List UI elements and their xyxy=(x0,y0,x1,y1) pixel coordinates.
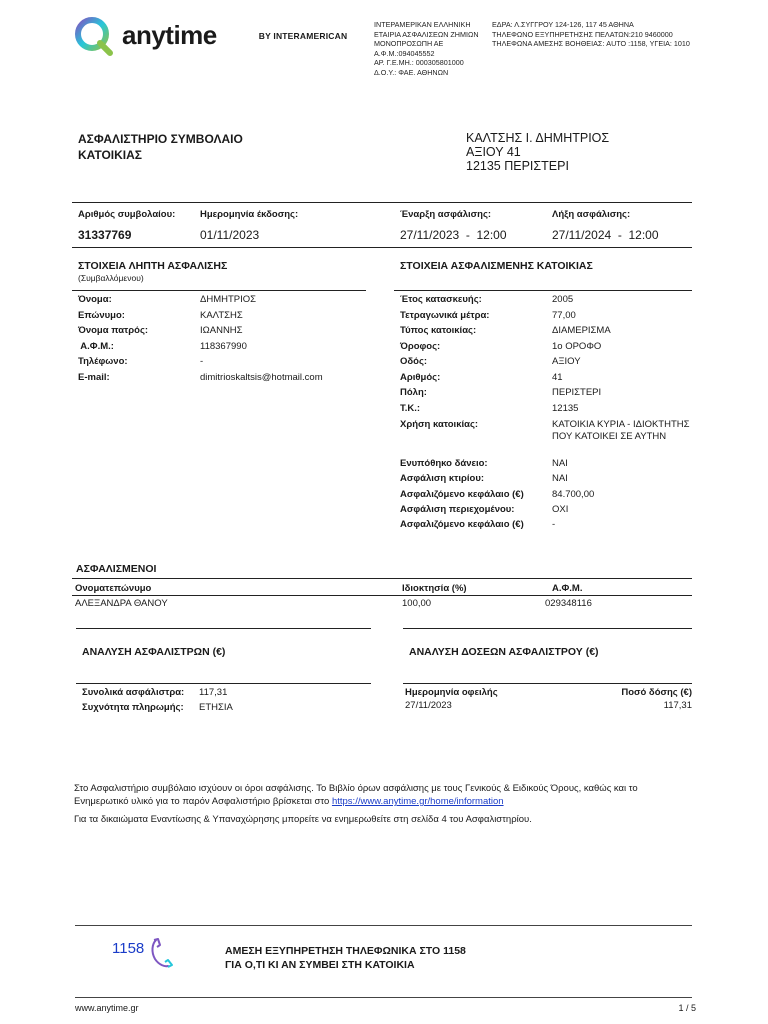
company-line: ΜΟΝΟΠΡΟΣΩΠΗ ΑΕ xyxy=(374,39,444,49)
divider xyxy=(76,628,371,629)
premium-section-title: ΑΝΑΛΥΣΗ ΑΣΦΑΛΙΣΤΡΩΝ (€) xyxy=(82,646,226,658)
insured-afm: 029348116 xyxy=(545,598,592,609)
divider xyxy=(72,578,692,579)
start-date: 27/11/2023 - 12:00 xyxy=(400,228,507,242)
footer-service-text xyxy=(225,944,466,972)
property-field-label: Ενυπόθηκο δάνειο: xyxy=(400,458,488,469)
property-field-value: ΚΑΤΟΙΚΙΑ ΚΥΡΙΑ - ΙΔΙΟΚΤΗΤΗΣ ΠΟΥ ΚΑΤΟΙΚΕΙ ΣΕ ΑΥΤΗΝ xyxy=(552,419,690,442)
recipient-line: 12135 ΠΕΡΙΣΤΕΡΙ xyxy=(466,159,569,173)
insured-name: ΑΛΕΞΑΝΔΡΑ ΘΑΝΟΥ xyxy=(75,598,168,609)
rights-note: Για τα δικαιώματα Εναντίωσης & Υπαναχώρησης μπορείτε να ενημερωθείτε στη σελίδα 4 του Ασφαλιστηρίου. xyxy=(74,814,532,825)
holder-section-title: ΣΤΟΙΧΕΙΑ ΛΗΠΤΗ ΑΣΦΑΛΙΣΗΣ xyxy=(78,260,228,272)
holder-field-value: ΙΩΑΝΝΗΣ xyxy=(200,325,243,336)
policy-number-label: Αριθμός συμβολαίου: xyxy=(78,209,176,220)
policy-number: 31337769 xyxy=(78,228,132,242)
property-field-label: Τετραγωνικά μέτρα: xyxy=(400,310,490,321)
holder-field-label: Τηλέφωνο: xyxy=(78,356,128,367)
document-title-line: ΑΣΦΑΛΙΣΤΗΡΙΟ ΣΥΜΒΟΛΑΙΟ xyxy=(78,132,243,146)
holder-section-subtitle: (Συμβαλλόμενου) xyxy=(78,273,144,283)
property-field-label: Χρήση κατοικίας: xyxy=(400,419,479,430)
divider xyxy=(403,628,692,629)
divider xyxy=(72,595,692,596)
property-field-label: Ασφάλιση περιεχομένου: xyxy=(400,504,515,515)
brand-logo xyxy=(72,12,362,58)
terms-info-link[interactable]: https://www.anytime.gr/home/information xyxy=(331,796,504,807)
issue-date-label: Ημερομηνία έκδοσης: xyxy=(200,209,299,220)
holder-field-value: ΔΗΜΗΤΡΙΟΣ xyxy=(200,294,257,305)
property-field-label: Ασφαλιζόμενο κεφάλαιο (€) xyxy=(400,489,524,500)
start-date-label: Έναρξη ασφάλισης: xyxy=(400,209,492,220)
recipient-line: ΚΑΛΤΣΗΣ Ι. ΔΗΜΗΤΡΙΟΣ xyxy=(466,131,610,145)
property-field-value: 41 xyxy=(552,372,563,383)
property-field-label: Ασφαλιζόμενο κεφάλαιο (€) xyxy=(400,519,524,530)
contact-line: ΤΗΛΕΦΩΝΟ ΕΞΥΠΗΡΕΤΗΣΗΣ ΠΕΛΑΤΩΝ:210 9460000 xyxy=(492,29,673,39)
holder-field-value: ΚΑΛΤΣΗΣ xyxy=(200,310,243,321)
holder-field-label: Επώνυμο: xyxy=(78,310,125,321)
holder-field-value: 118367990 xyxy=(200,341,247,352)
document-title xyxy=(78,131,243,163)
divider xyxy=(72,202,692,203)
insured-header-afm: Α.Φ.Μ. xyxy=(552,583,583,594)
property-field-value: ΑΞΙΟΥ xyxy=(552,356,581,367)
property-field-label: Όροφος: xyxy=(400,341,441,352)
footer-website[interactable]: www.anytime.gr xyxy=(75,1003,139,1013)
property-field-value: ΝΑΙ xyxy=(552,473,568,484)
brand-name: anytime xyxy=(122,19,217,50)
divider xyxy=(403,683,692,684)
installment-amount-header: Ποσό δόσης (€) xyxy=(621,687,692,698)
property-field-value: 77,00 xyxy=(552,310,576,321)
contact-line: ΤΗΛΕΦΩΝΑ ΑΜΕΣΗΣ ΒΟΗΘΕΙΑΣ: AUTO :1158, ΥΓΕΙΑ: 1010 xyxy=(492,39,690,49)
property-field-value: - xyxy=(552,519,556,530)
divider xyxy=(76,683,371,684)
property-field-label: Τύπος κατοικίας: xyxy=(400,325,477,336)
holder-field-label: E-mail: xyxy=(78,372,110,383)
installment-date: 27/11/2023 xyxy=(405,700,452,711)
property-field-value: ΟΧΙ xyxy=(552,504,569,515)
divider xyxy=(72,247,692,248)
recipient-line: ΑΞΙΟΥ 41 xyxy=(466,145,521,159)
holder-field-value: - xyxy=(200,356,204,367)
document-title-line: ΚΑΤΟΙΚΙΑΣ xyxy=(78,148,142,162)
holder-field-label: Όνομα πατρός: xyxy=(78,325,149,336)
property-field-value: ΝΑΙ xyxy=(552,458,568,469)
insured-header-name: Ονοματεπώνυμο xyxy=(75,583,152,594)
company-line: ΑΡ. Γ.Ε.ΜΗ.: 000305801000 xyxy=(374,58,464,68)
property-field-value: 2005 xyxy=(552,294,574,305)
divider xyxy=(394,290,692,291)
terms-note-text: Στο Ασφαλιστήριο συμβόλαιο ισχύουν οι όροι ασφάλισης. Το Βιβλίο όρων ασφάλισης με τους Γενικούς & Ειδικούς Όρους, καθώς και το Ενημερωτικό υλικό για το παρόν Ασφαλιστήριο βρίσκεται στο xyxy=(74,783,638,807)
holder-field-value: dimitrioskaltsis@hotmail.com xyxy=(200,372,323,383)
company-line: Δ.Ο.Υ.: ΦΑΕ. ΑΘΗΝΩΝ xyxy=(374,67,449,77)
premium-frequency: ΕΤΗΣΙΑ xyxy=(199,702,233,713)
recipient-address xyxy=(466,131,609,173)
footer-service-line: ΓΙΑ Ο,ΤΙ ΚΙ ΑΝ ΣΥΜΒΕΙ ΣΤΗ ΚΑΤΟΙΚΙΑ xyxy=(225,959,415,971)
issue-date: 01/11/2023 xyxy=(200,228,260,242)
insured-section-title: ΑΣΦΑΛΙΣΜΕΝΟΙ xyxy=(76,563,157,575)
company-line: ΕΤΑΙΡΙΑ ΑΣΦΑΛΙΣΕΩΝ ΖΗΜΙΩΝ xyxy=(374,29,479,39)
company-info xyxy=(374,20,492,78)
property-field-value: 12135 xyxy=(552,403,579,414)
property-field-label: Οδός: xyxy=(400,356,428,367)
insured-ownership: 100,00 xyxy=(402,598,432,609)
property-section-title: ΣΤΟΙΧΕΙΑ ΑΣΦΑΛΙΣΜΕΝΗΣ ΚΑΤΟΙΚΙΑΣ xyxy=(400,260,593,272)
terms-note xyxy=(74,782,694,808)
contact-info xyxy=(492,20,732,49)
contact-line: ΕΔΡΑ: Λ.ΣΥΓΓΡΟΥ 124-126, 117 45 ΑΘΗΝΑ xyxy=(492,20,634,29)
premium-frequency-label: Συχνότητα πληρωμής: xyxy=(82,702,184,713)
end-date: 27/11/2024 - 12:00 xyxy=(552,228,659,242)
holder-field-label: Όνομα: xyxy=(78,294,112,305)
installments-section-title: ΑΝΑΛΥΣΗ ΔΟΣΕΩΝ ΑΣΦΑΛΙΣΤΡΟΥ (€) xyxy=(409,646,599,658)
footer-service-line: ΑΜΕΣΗ ΕΞΥΠΗΡΕΤΗΣΗ ΤΗΛΕΦΩΝΙΚΑ ΣΤΟ 1158 xyxy=(225,945,466,957)
property-field-value: ΠΕΡΙΣΤΕΡΙ xyxy=(552,387,602,398)
phone-handset-icon xyxy=(148,936,174,970)
footer-page-number: 1 / 5 xyxy=(678,1003,696,1013)
property-field-label: Τ.Κ.: xyxy=(400,403,421,414)
company-line: ΙΝΤΕΡΑΜΕΡΙΚΑΝ ΕΛΛΗΝΙΚΗ xyxy=(374,20,471,29)
phone-badge-number: 1158 xyxy=(112,940,145,957)
premium-total: 117,31 xyxy=(199,687,228,698)
divider xyxy=(75,997,692,998)
property-field-value: ΔΙΑΜΕΡΙΣΜΑ xyxy=(552,325,611,336)
phone-badge xyxy=(112,936,176,970)
brand-by: BY INTERAMERICAN xyxy=(258,31,348,41)
property-field-label: Πόλη: xyxy=(400,387,427,398)
property-field-label: Αριθμός: xyxy=(400,372,441,383)
divider xyxy=(75,925,692,926)
property-field-value: 84.700,00 xyxy=(552,489,595,500)
insured-header-ownership: Ιδιοκτησία (%) xyxy=(402,583,467,594)
installment-amount: 117,31 xyxy=(663,700,692,711)
company-line: Α.Φ.Μ.:094045552 xyxy=(374,48,435,58)
premium-total-label: Συνολικά ασφάλιστρα: xyxy=(82,687,185,698)
end-date-label: Λήξη ασφάλισης: xyxy=(552,209,631,220)
anytime-logo-icon xyxy=(72,13,116,57)
property-field-label: Έτος κατασκευής: xyxy=(400,294,482,305)
property-field-label: Ασφάλιση κτιρίου: xyxy=(400,473,485,484)
divider xyxy=(72,290,366,291)
holder-field-label: Α.Φ.Μ.: xyxy=(78,341,114,352)
installment-date-header: Ημερομηνία οφειλής xyxy=(405,687,498,698)
property-field-value: 1ο ΟΡΟΦΟ xyxy=(552,341,602,352)
